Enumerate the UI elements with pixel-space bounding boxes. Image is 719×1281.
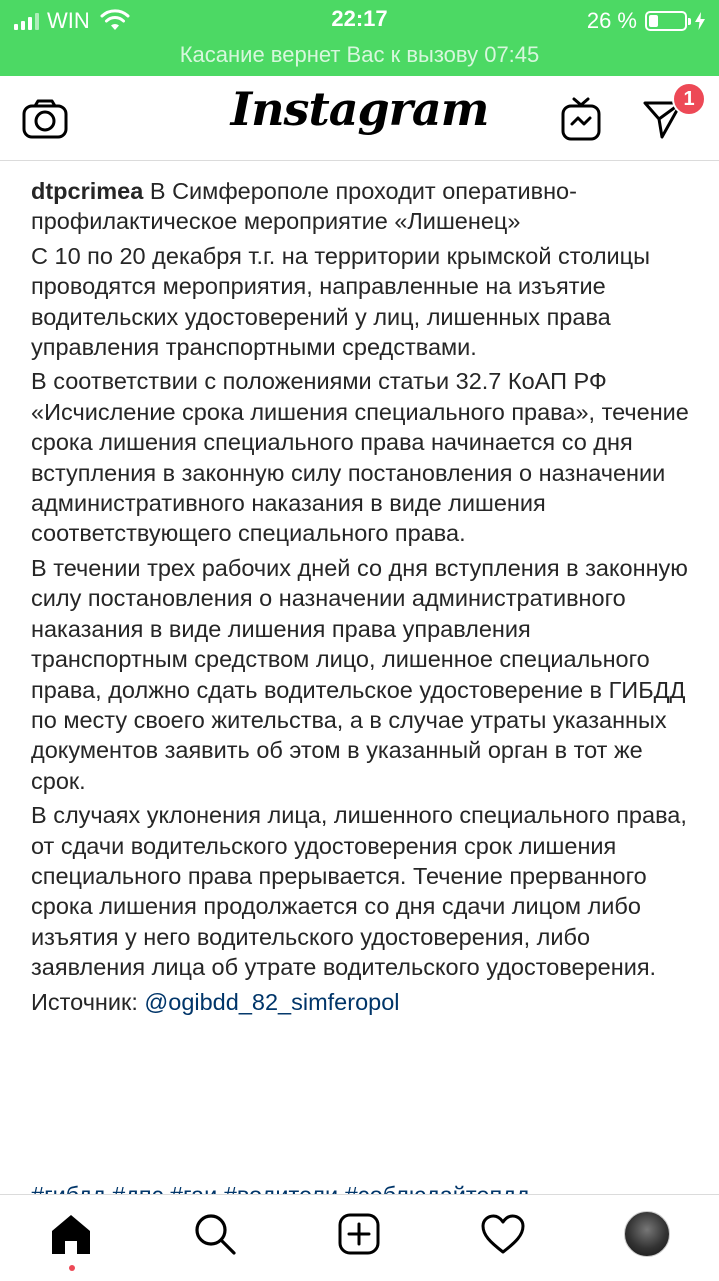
tab-new-post[interactable] bbox=[334, 1209, 384, 1259]
tab-home[interactable] bbox=[46, 1209, 96, 1259]
direct-notification-badge: 1 bbox=[672, 82, 706, 116]
add-post-icon bbox=[337, 1212, 381, 1256]
source-label: Источник: bbox=[31, 988, 138, 1015]
hashtags-line[interactable] bbox=[31, 1180, 691, 1194]
charging-bolt-icon bbox=[695, 12, 705, 30]
home-activity-dot bbox=[69, 1265, 75, 1271]
profile-avatar bbox=[624, 1211, 670, 1257]
carrier-name: WIN bbox=[47, 8, 90, 33]
status-bar[interactable] bbox=[0, 0, 719, 76]
tab-profile[interactable] bbox=[622, 1209, 672, 1259]
bottom-tab-bar bbox=[0, 1194, 719, 1281]
search-icon bbox=[193, 1212, 237, 1256]
caption-source-line bbox=[31, 987, 691, 1017]
instagram-logo: Instagram bbox=[230, 82, 489, 136]
heart-icon bbox=[480, 1213, 526, 1255]
return-to-call-banner[interactable]: Касание вернет Вас к вызову 07:45 bbox=[179, 42, 540, 67]
post-username[interactable]: dtpcrimea bbox=[31, 178, 144, 204]
caption-title: В Симферополе проходит оперативно-профилактическое мероприятие «Лишенец» bbox=[31, 178, 577, 235]
status-right bbox=[587, 6, 705, 36]
clock: 22:17 bbox=[331, 6, 388, 31]
battery-percent: 26 % bbox=[586, 8, 637, 33]
caption-paragraph: С 10 по 20 декабря т.г. на территории крымской столицы проводятся мероприятия, направленные на изъятие водительских удостоверений у лиц, лишенных права управления транспортными средствами. bbox=[31, 242, 651, 361]
caption-paragraph: В соответствии с положениями статьи 32.7 КоАП РФ «Исчисление срока лишения специального права», течение срока лишения специального права начинается со дня вступления в законную силу постановления о назначении административного наказания в виде лишения соответствующего специального права. bbox=[31, 368, 689, 547]
post-caption bbox=[31, 176, 691, 1021]
caption-title-line bbox=[31, 176, 691, 237]
battery-icon bbox=[645, 11, 687, 31]
tab-activity[interactable] bbox=[478, 1209, 528, 1259]
app-header bbox=[0, 76, 719, 161]
igtv-icon bbox=[561, 97, 601, 141]
caption-paragraph: В случаях уклонения лица, лишенного специального права, от сдачи водительского удостоверения срок лишения специального права прерывается. Течение прерванного срока лишения продолжается со дня сдачи лицом либо изъятия у него водительского удостоверения, либо заявления лица об утрате водительского удостоверения. bbox=[31, 802, 687, 981]
source-mention-link[interactable]: @ogibdd_82_simferopol bbox=[144, 988, 400, 1015]
igtv-button[interactable] bbox=[556, 94, 606, 144]
caption-paragraph: В течении трех рабочих дней со дня вступления в законную силу постановления о назначении административного наказания в виде лишения права управления транспортным средством лицо, лишенное специального права, должно сдать водительское удостоверение в ГИБДД по месту своего жительства, а в случае утраты указанных документов заявить об этом в указанный орган в тот же срок. bbox=[31, 554, 688, 794]
home-icon bbox=[49, 1212, 93, 1256]
tab-search[interactable] bbox=[190, 1209, 240, 1259]
